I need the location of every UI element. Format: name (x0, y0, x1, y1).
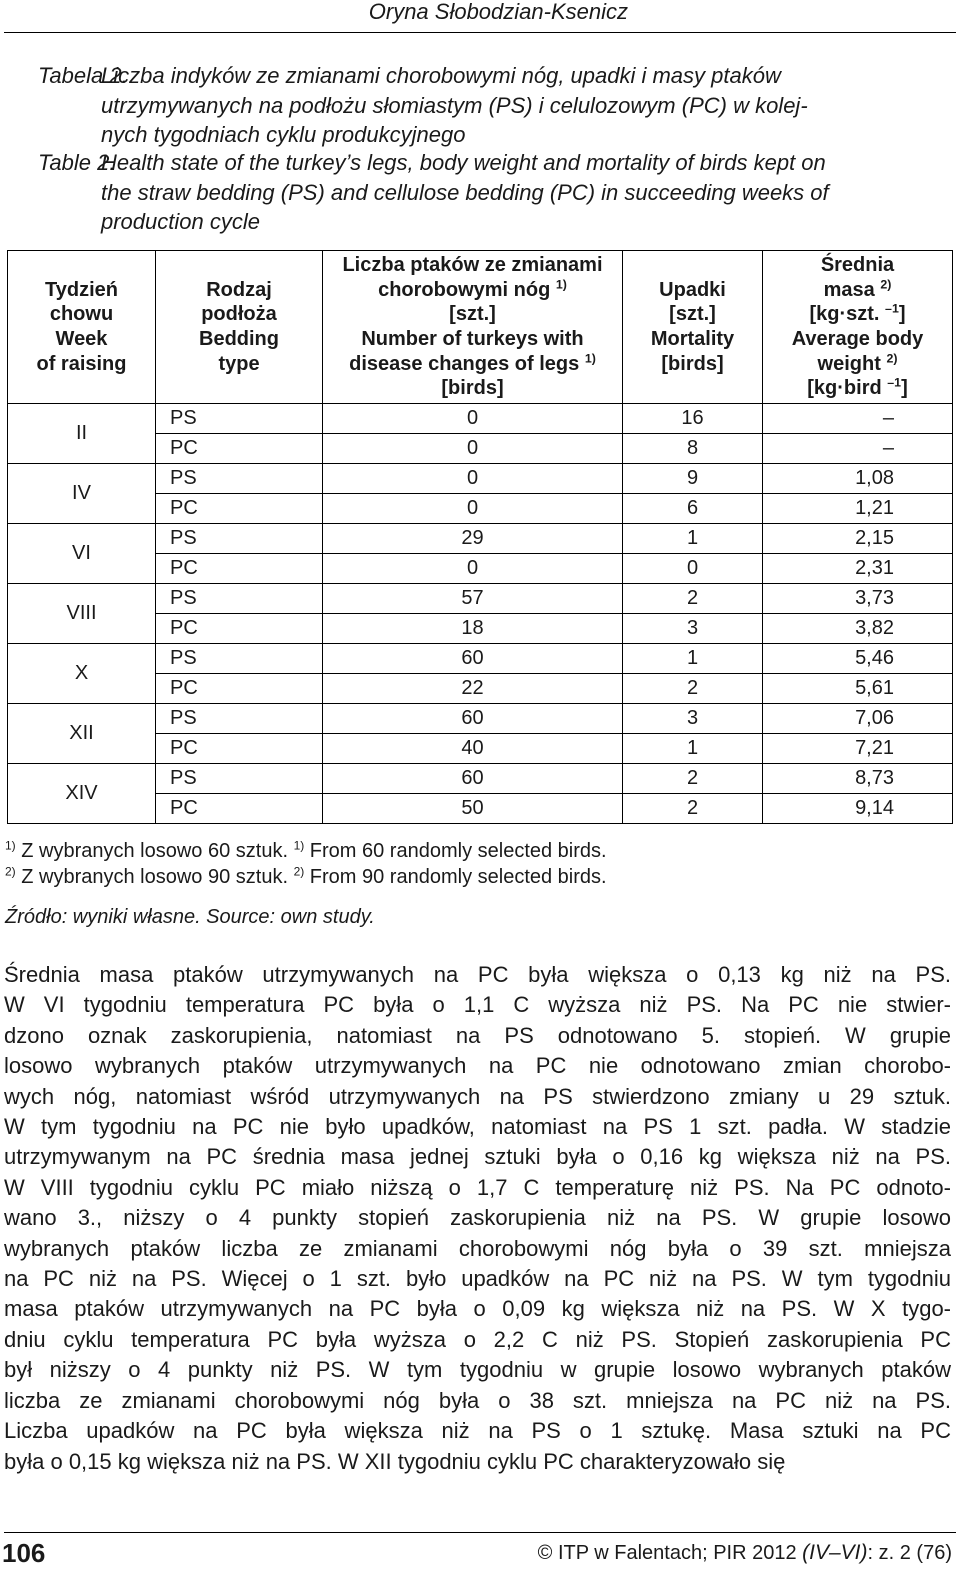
bedding-type-cell: PC (156, 494, 323, 524)
bedding-type-cell: PC (156, 794, 323, 824)
legs-cell: 0 (323, 434, 623, 464)
bedding-type-cell: PS (156, 524, 323, 554)
legs-cell: 60 (323, 644, 623, 674)
paragraph-line: na PC niż na PS. Więcej o 1 szt. było upadków na PC niż na PS. W tym tygodniu (4, 1266, 951, 1292)
caption-line: the straw bedding (PS) and cellulose bedding (PC) in succeeding weeks of (101, 179, 829, 205)
legs-cell: 22 (323, 674, 623, 704)
week-cell: X (8, 644, 156, 704)
legs-cell: 40 (323, 734, 623, 764)
bedding-type-cell: PS (156, 644, 323, 674)
mass-cell: 8,73 (763, 764, 953, 794)
table-row (8, 644, 953, 674)
mass-cell: 7,21 (763, 734, 953, 764)
week-cell: XIV (8, 764, 156, 824)
mass-cell: 1,08 (763, 464, 953, 494)
paragraph-line: dzono oznak zaskorupienia, natomiast na PS odnotowano 5. stopień. W grupie (4, 1022, 951, 1048)
mortality-cell: 9 (623, 464, 763, 494)
bedding-type-cell: PS (156, 704, 323, 734)
week-cell: XII (8, 704, 156, 764)
table-row (8, 704, 953, 734)
paragraph-line: W VIII tygodniu cyklu PC miało niższą o 1,7 C temperaturę niż PS. Na PC odnoto- (4, 1174, 951, 1200)
table-caption-polish (38, 61, 952, 150)
header-legs: Liczba ptaków ze zmianami chorobowymi nóg $^{1)}$ [szt.] Number of turkeys with disease changes of legs $^{1)}$ [birds] (323, 251, 623, 404)
header-bedding: Rodzaj podłoża Bedding type (156, 251, 323, 404)
mass-cell: 2,31 (763, 554, 953, 584)
mass-cell: 1,21 (763, 494, 953, 524)
mortality-cell: 3 (623, 614, 763, 644)
paragraph-line: była o 0,15 kg większa niż na PS. W XII tygodniu cyklu PC charakteryzowało się (4, 1448, 786, 1474)
paragraph-line: Liczba upadków na PC była większa niż na PS o 1 sztukę. Masa sztuki na PC (4, 1418, 951, 1444)
mass-cell: – (763, 434, 953, 464)
paragraph-line: W tym tygodniu na PC nie było upadków, natomiast na PS 1 szt. padła. W stadzie (4, 1114, 951, 1140)
legs-cell: 57 (323, 584, 623, 614)
mortality-cell: 16 (623, 404, 763, 434)
mass-cell: – (763, 404, 953, 434)
week-cell: II (8, 404, 156, 464)
mass-cell: 2,15 (763, 524, 953, 554)
bedding-type-cell: PS (156, 764, 323, 794)
week-cell: IV (8, 464, 156, 524)
table-header-row (8, 251, 953, 404)
journal-footer: © ITP w Falentach; PIR 2012 (IV–VI): z. 2 (76) (537, 1541, 952, 1564)
mortality-cell: 2 (623, 794, 763, 824)
footnote-2: $^{2)}$ Z wybranych losowo 90 sztuk. $^{2)}$ From 90 randomly selected birds. (5, 864, 607, 888)
caption-line: nych tygodniach cyklu produkcyjnego (101, 122, 466, 147)
mass-cell: 3,73 (763, 584, 953, 614)
caption-line: utrzymywanych na podłożu słomiastym (PS) i celulozowym (PC) w kolej- (101, 92, 808, 118)
mass-cell: 5,46 (763, 644, 953, 674)
table-row (8, 464, 953, 494)
caption-label: Tabela 2. (38, 63, 128, 88)
table-row (8, 524, 953, 554)
legs-cell: 0 (323, 554, 623, 584)
page-number: 106 (2, 1538, 46, 1568)
mortality-cell: 2 (623, 764, 763, 794)
bedding-type-cell: PS (156, 464, 323, 494)
caption-line: production cycle (101, 209, 260, 234)
caption-line: Liczba indyków ze zmianami chorobowymi nóg, upadki i masy ptaków (101, 63, 781, 88)
mass-cell: 5,61 (763, 674, 953, 704)
paragraph-line: wybranych ptaków liczba ze zmianami chorobowymi nóg była o 39 szt. mniejsza (4, 1235, 951, 1261)
paragraph-line: dniu cyklu temperatura PC była wyższa o 2,2 C niż PS. Stopień zaskorupienia PC (4, 1326, 951, 1352)
paragraph-line: W VI tygodniu temperatura PC była o 1,1 C wyższa niż PS. Na PC nie stwier- (4, 992, 951, 1018)
data-table (7, 250, 953, 824)
paragraph-line: utrzymywanym na PC średnia masa jednej sztuki była o 0,16 kg większa niż na PS. (4, 1144, 951, 1170)
bedding-type-cell: PS (156, 404, 323, 434)
mortality-cell: 8 (623, 434, 763, 464)
table-row (8, 404, 953, 434)
mass-cell: 7,06 (763, 704, 953, 734)
bedding-type-cell: PC (156, 614, 323, 644)
legs-cell: 18 (323, 614, 623, 644)
legs-cell: 50 (323, 794, 623, 824)
paragraph-line: wych nóg, natomiast wśród utrzymywanych na PS stwierdzono zmiany u 29 sztuk. (4, 1083, 951, 1109)
bedding-type-cell: PS (156, 584, 323, 614)
mortality-cell: 2 (623, 584, 763, 614)
footer-rule (4, 1532, 956, 1533)
legs-cell: 0 (323, 494, 623, 524)
bedding-type-cell: PC (156, 554, 323, 584)
mass-cell: 3,82 (763, 614, 953, 644)
header-week: Tydzień chowu Week of raising (8, 251, 156, 404)
legs-cell: 29 (323, 524, 623, 554)
table-caption-english (38, 148, 952, 237)
legs-cell: 60 (323, 764, 623, 794)
header-mortality: Upadki [szt.] Mortality [birds] (623, 251, 763, 404)
week-cell: VI (8, 524, 156, 584)
mortality-cell: 1 (623, 734, 763, 764)
paragraph-line: wano 3., niższy o 4 punkty stopień zaskorupienia niż na PS. W grupie losowo (4, 1205, 951, 1231)
source-note: Źródło: wyniki własne. Source: own study. (5, 906, 375, 928)
mortality-cell: 1 (623, 524, 763, 554)
mortality-cell: 0 (623, 554, 763, 584)
paragraph-line: masa ptaków utrzymywanych na PC była o 0,09 kg większa niż na PS. W X tygo- (4, 1296, 951, 1322)
legs-cell: 60 (323, 704, 623, 734)
mortality-cell: 3 (623, 704, 763, 734)
mortality-cell: 1 (623, 644, 763, 674)
week-cell: VIII (8, 584, 156, 644)
paragraph-line: liczba ze zmianami chorobowymi nóg była o 38 szt. mniejsza na PC niż na PS. (4, 1387, 951, 1413)
caption-line: Health state of the turkey’s legs, body weight and mortality of birds kept on (101, 150, 826, 175)
mass-cell: 9,14 (763, 794, 953, 824)
header-rule (4, 32, 956, 33)
header-mass: Średnia masa $^{2)}$ [kg·szt. $^{-1}$] Average body weight $^{2)}$ [kg·bird $^{-1}$] (763, 251, 953, 404)
table-row (8, 764, 953, 794)
bedding-type-cell: PC (156, 434, 323, 464)
running-header-author: Oryna Słobodzian-Ksenicz (368, 0, 628, 24)
mortality-cell: 2 (623, 674, 763, 704)
paragraph-line: Średnia masa ptaków utrzymywanych na PC była większa o 0,13 kg niż na PS. (4, 962, 951, 987)
paragraph-line: losowo wybranych ptaków utrzymywanych na PC nie odnotowano zmian chorobo- (4, 1053, 951, 1079)
mortality-cell: 6 (623, 494, 763, 524)
caption-label: Table 2. (38, 150, 116, 175)
table-row (8, 584, 953, 614)
legs-cell: 0 (323, 404, 623, 434)
bedding-type-cell: PC (156, 734, 323, 764)
legs-cell: 0 (323, 464, 623, 494)
footnote-1: $^{1)}$ Z wybranych losowo 60 sztuk. $^{1)}$ From 60 randomly selected birds. (5, 838, 607, 862)
body-paragraph (4, 960, 951, 1477)
bedding-type-cell: PC (156, 674, 323, 704)
paragraph-line: był niższy o 4 punkty niż PS. W tym tygodniu w grupie losowo wybranych ptaków (4, 1357, 951, 1383)
